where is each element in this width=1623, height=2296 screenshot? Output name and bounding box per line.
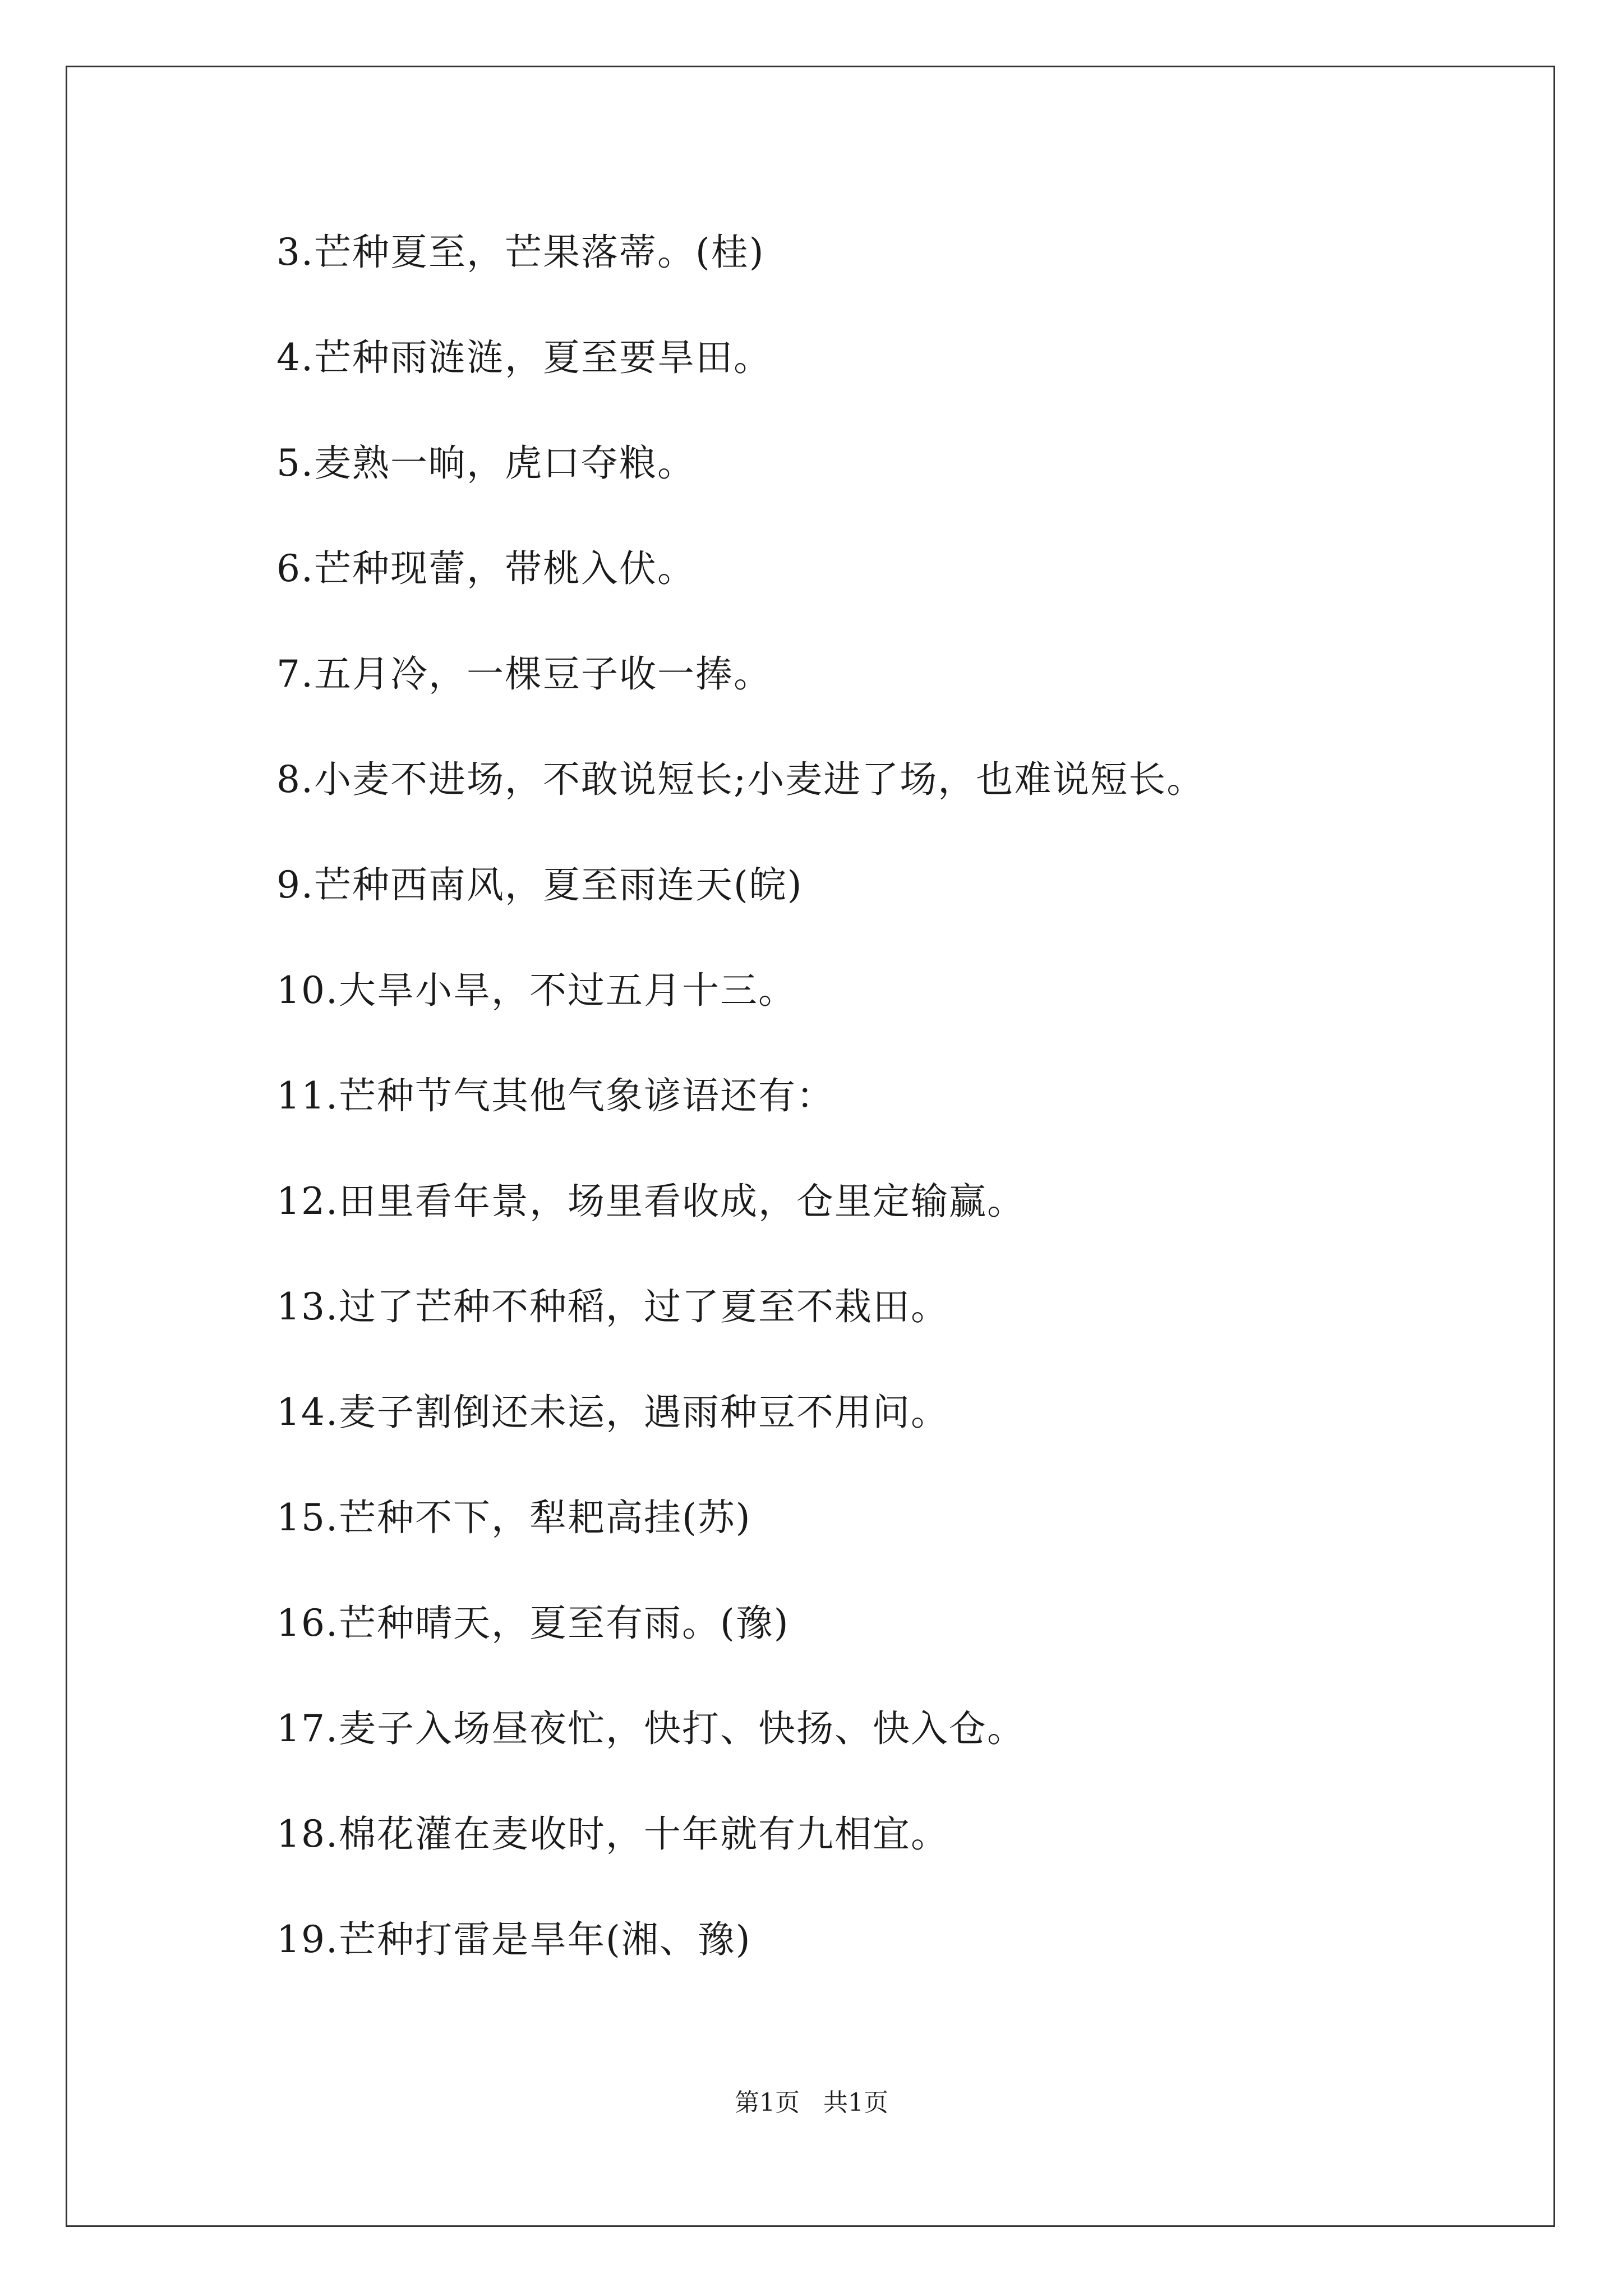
proverb-line: 11.芒种节气其他气象谚语还有： (276, 1074, 834, 1117)
proverb-line: 4.芒种雨涟涟，夏至要旱田。 (276, 336, 772, 379)
proverb-line: 7.五月冷，一棵豆子收一捧。 (276, 652, 772, 696)
proverb-line: 19.芒种打雷是旱年(湘、豫) (276, 1918, 751, 1961)
proverb-line: 9.芒种西南风，夏至雨连天(皖) (276, 863, 803, 907)
proverb-line: 13.过了芒种不种稻，过了夏至不栽田。 (276, 1285, 949, 1328)
proverb-line: 3.芒种夏至，芒果落蒂。(桂) (276, 231, 765, 274)
proverb-line: 8.小麦不进场，不敢说短长;小麦进了场，也难说短长。 (276, 758, 1205, 801)
proverb-line: 6.芒种现蕾，带桃入伏。 (276, 547, 695, 590)
proverb-line: 14.麦子割倒还未运，遇雨种豆不用问。 (276, 1391, 949, 1434)
page-number-footer: 第1页 共1页 (735, 2088, 888, 2117)
proverb-line: 5.麦熟一晌，虎口夺粮。 (276, 441, 695, 485)
proverb-line: 17.麦子入场昼夜忙，快打、快扬、快入仓。 (276, 1707, 1025, 1750)
proverb-line: 10.大旱小旱，不过五月十三。 (276, 969, 796, 1012)
proverb-line: 18.棉花灌在麦收时，十年就有九相宜。 (276, 1812, 949, 1856)
proverb-line: 15.芒种不下，犁耙高挂(苏) (276, 1496, 751, 1539)
proverb-line: 16.芒种晴天，夏至有雨。(豫) (276, 1602, 790, 1645)
proverb-line: 12.田里看年景，场里看收成，仓里定输赢。 (276, 1180, 1025, 1223)
proverb-list (276, 222, 1205, 2014)
